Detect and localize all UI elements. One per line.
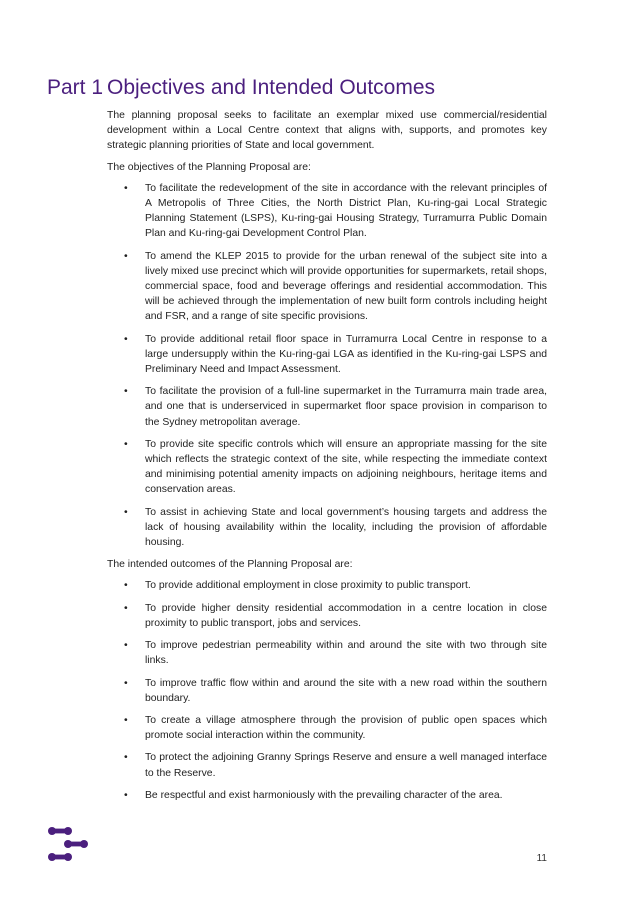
list-item <box>107 676 547 706</box>
bullet-icon: • <box>124 752 128 764</box>
list-item-text: To create a village atmosphere through the provision of public open spaces which promote social interaction within the community. <box>145 714 547 742</box>
list-item-text: To facilitate the redevelopment of the site in accordance with the relevant principles of A Metropolis of Three Cities, the North District Plan, Ku-ring-gai Local Strategic Planning Statement (LSPS), Ku-ring-gai Housing Strategy, Turramurra Public Domain Plan and Ku-ring-gai Development Control Plan. <box>145 182 547 240</box>
list-item <box>107 638 547 668</box>
list-item-text: To amend the KLEP 2015 to provide for the urban renewal of the subject site into a lively mixed use precinct which will provide opportunities for supermarkets, retail shops, commercial space, food and beverage offerings and residential accommodation. This will be achieved through the implementation of new built form controls including height and FSR, and a range of site specific provisions. <box>145 250 547 323</box>
part-number: Part 1 <box>47 76 104 99</box>
list-item <box>107 601 547 631</box>
list-item <box>107 437 547 498</box>
list-item-text: To improve pedestrian permeability within and around the site with two through site links. <box>145 640 547 667</box>
bullet-icon: • <box>124 333 128 345</box>
bullet-icon: • <box>124 250 128 262</box>
list-item <box>107 384 547 430</box>
section-heading <box>47 76 607 100</box>
bullet-icon: • <box>124 386 128 398</box>
list-item <box>107 788 547 803</box>
list-item-text: To provide higher density residential accommodation in a centre location in close proximity to public transport, jobs and services. <box>145 602 547 629</box>
list-item <box>107 505 547 551</box>
intro-paragraph: The planning proposal seeks to facilitate an exemplar mixed use commercial/residential development within a Local Centre context that aligns with, supports, and promotes key strategic planning priorities of State and local government. <box>107 110 547 152</box>
list-item <box>107 713 547 743</box>
list-item <box>107 578 547 593</box>
list-item-text: To protect the adjoining Granny Springs Reserve and ensure a well managed interface to the Reserve. <box>145 752 547 779</box>
outcomes-intro: The intended outcomes of the Planning Proposal are: <box>107 559 353 571</box>
bullet-icon: • <box>124 640 128 652</box>
objectives-intro: The objectives of the Planning Proposal are: <box>107 161 311 173</box>
bullet-icon: • <box>124 677 128 689</box>
list-item-text: To provide site specific controls which will ensure an appropriate massing for the site which reflects the strategic context of the site, while respecting the immediate context and minimising potential amenity impacts on adjoining neighbours, heritage items and conservation areas. <box>145 438 547 496</box>
bullet-icon: • <box>124 580 128 592</box>
list-item <box>107 750 547 780</box>
body-content <box>107 108 547 810</box>
list-item <box>107 332 547 378</box>
list-item <box>107 249 547 325</box>
list-item-text: To assist in achieving State and local government’s housing targets and address the lack of housing availability within the locality, including the provision of affordable housing. <box>145 506 547 549</box>
bullet-icon: • <box>124 602 128 614</box>
outcomes-list <box>107 578 547 802</box>
list-item-text: To provide additional retail floor space in Turramurra Local Centre in response to a large undersupply within the Ku-ring-gai LGA as identified in the Ku-ring-gai LSPS and Preliminary Need and Impact Assessment. <box>145 333 547 376</box>
bullet-icon: • <box>124 506 128 518</box>
bullet-icon: • <box>124 789 128 801</box>
objectives-list <box>107 181 547 550</box>
bullet-icon: • <box>124 182 128 194</box>
list-item <box>107 181 547 242</box>
page-number: 11 <box>536 853 547 864</box>
list-item-text: To improve traffic flow within and around the site with a new road within the southern boundary. <box>145 677 547 704</box>
section-title: Objectives and Intended Outcomes <box>107 76 436 99</box>
bullet-icon: • <box>124 438 128 450</box>
list-item-text: Be respectful and exist harmoniously with the prevailing character of the area. <box>145 789 503 801</box>
brand-logo-icon <box>47 826 89 862</box>
list-item-text: To provide additional employment in close proximity to public transport. <box>145 580 471 592</box>
list-item-text: To facilitate the provision of a full-line supermarket in the Turramurra main trade area, and one that is underserviced in supermarket floor space provision in comparison to the Sydney metropolitan average. <box>145 386 547 428</box>
bullet-icon: • <box>124 714 128 726</box>
